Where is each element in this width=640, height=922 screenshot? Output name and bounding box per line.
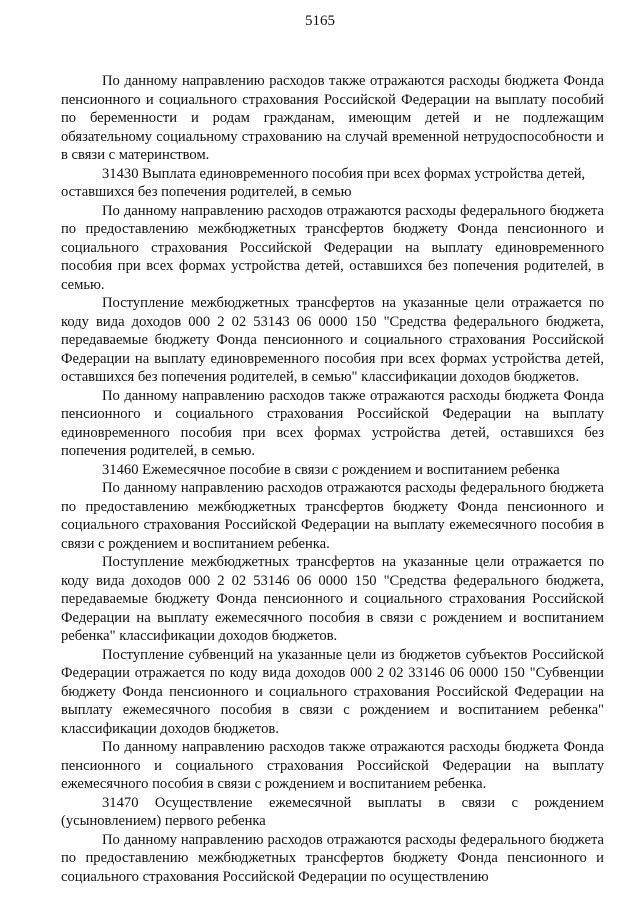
paragraph-maternity-benefits: По данному направлению расходов также отражаются расходы бюджета Фонда пенсионного и социального страхования Российской Федерации на выплату пособий по беременности и родам гражданам, имеющим детей и не подлежащим обязательному социальному страхованию на случай временной нетрудоспособности и в связи с материнством. — [61, 73, 604, 163]
paragraph-31460-fund: По данному направлению расходов также отражаются расходы бюджета Фонда пенсионного и социального страхования Российской Федерации на выплату ежемесячного пособия в связи с рождением и воспитанием ребенка. — [61, 739, 604, 792]
paragraph-31470-federal: По данному направлению расходов отражаются расходы федерального бюджета по предоставлению межбюджетных трансфертов бюджету Фонда пенсионного и социального страхования Российской Федерации по осуществлению — [61, 831, 604, 885]
section-heading-31430: 31430 Выплата единовременного пособия при всех формах устройства детей, оставшихся без попечения родителей, в семью — [61, 165, 586, 200]
paragraph-31460-income-code: Поступление межбюджетных трансфертов на указанные цели отражается по коду вида доходов 000 2 02 53146 06 0000 150 "Средства федерального бюджета, передаваемые бюджету Фонда пенсионного и социального страхования Российской Федерации на выплату ежемесячного пособия в связи с рождением и воспитанием ребенка" классификации доходов бюджетов. — [61, 554, 604, 644]
paragraph-31430-federal: По данному направлению расходов отражаются расходы федерального бюджета по предоставлению межбюджетных трансфертов бюджету Фонда пенсионного и социального страхования Российской Федерации на выплату единовременного пособия при всех формах устройства детей, оставшихся без попечения родителей, в семью. — [61, 202, 604, 293]
section-heading-31470: 31470 Осуществление ежемесячной выплаты в связи с рождением (усыновлением) первого ребенка — [61, 794, 604, 829]
document-body — [61, 72, 604, 886]
page-number: 5165 — [305, 13, 335, 29]
paragraph-31460-federal: По данному направлению расходов отражаются расходы федерального бюджета по предоставлению межбюджетных трансфертов бюджету Фонда пенсионного и социального страхования Российской Федерации на выплату ежемесячного пособия в связи с рождением и воспитанием ребенка. — [61, 480, 604, 552]
paragraph-31430-fund: По данному направлению расходов также отражаются расходы бюджета Фонда пенсионного и социального страхования Российской Федерации на выплату единовременного пособия при всех формах устройства детей, оставшихся без попечения родителей, в семью. — [61, 387, 604, 459]
paragraph-31460-subventions: Поступление субвенций на указанные цели из бюджетов субъектов Российской Федерации отражается по коду вида доходов 000 2 02 33146 06 0000 150 "Субвенции бюджету Фонда пенсионного и социального страхования Российской Федерации на выплату ежемесячного пособия в связи с рождением и воспитанием ребенка" классификации доходов бюджетов. — [61, 646, 604, 737]
section-heading-31460: 31460 Ежемесячное пособие в связи с рождением и воспитанием ребенка — [102, 461, 560, 478]
paragraph-31430-income-code: Поступление межбюджетных трансфертов на указанные цели отражается по коду вида доходов 000 2 02 53143 06 0000 150 "Средства федерального бюджета, передаваемые бюджету Фонда пенсионного и социального страхования Российской Федерации на выплату единовременного пособия при всех формах устройства детей, оставшихся без попечения родителей, в семью" классификации доходов бюджетов. — [61, 295, 604, 385]
